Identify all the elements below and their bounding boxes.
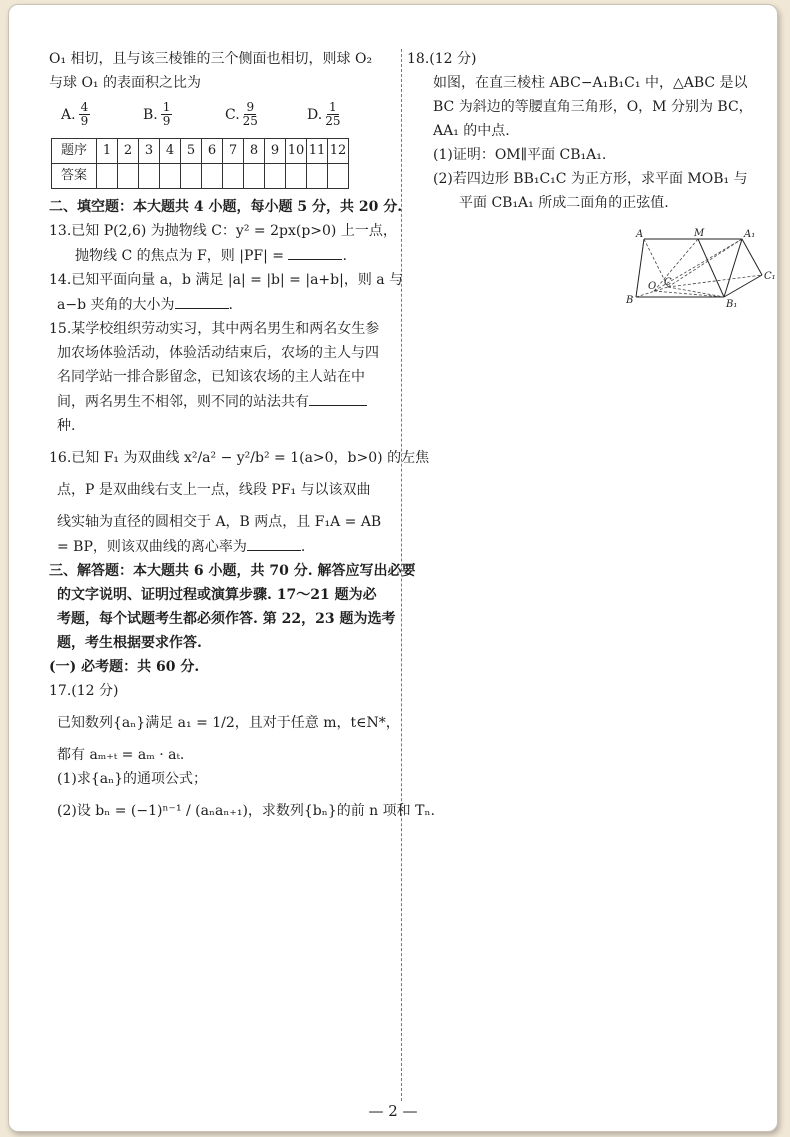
choice-d: D. $\frac{1}{25}$ <box>307 100 341 128</box>
answer-cell[interactable] <box>223 164 244 189</box>
exam-page <box>8 4 778 1132</box>
answer-cell[interactable] <box>265 164 286 189</box>
q12-choices <box>61 101 389 128</box>
answer-cell[interactable] <box>286 164 307 189</box>
label-b1: B₁ <box>726 299 738 310</box>
q15-line-1: 15.某学校组织劳动实习，其中两名男生和两名女生参 <box>49 321 380 337</box>
q18-heading: 18.(12 分) <box>407 51 477 67</box>
hidden-edge-o-b1 <box>654 291 724 297</box>
q17-part-2: (2)设 bₙ = (−1)ⁿ⁻¹ / (aₙaₙ₊₁)，求数列{bₙ}的前 n 项和 Tₙ. <box>57 803 435 819</box>
page-number: — 2 — <box>368 1102 418 1120</box>
section3-line-1: 三、解答题：本大题共 6 小题，共 70 分. 解答应写出必要 <box>49 563 416 579</box>
q16-line-4: = BP，则该双曲线的离心率为 . <box>49 534 389 559</box>
section3-line-4: 题，考生根据要求作答. <box>57 635 202 651</box>
q15-line-2: 加农场体验活动，体验活动结束后，农场的主人与四 <box>57 345 379 361</box>
label-m: M <box>694 228 705 239</box>
answer-cell[interactable] <box>160 164 181 189</box>
answer-table-answer-row: 答案 <box>52 164 349 189</box>
label-c1: C₁ <box>764 271 776 282</box>
q14-line-2: a−b 夹角的大小为 . <box>49 292 389 317</box>
prism-figure <box>624 227 774 312</box>
q18-line-3: AA₁ 的中点. <box>433 123 510 139</box>
q17-line-2: 都有 aₘ₊ₜ = aₘ · aₜ. <box>57 747 185 763</box>
edge-a1-c1 <box>742 239 762 275</box>
answer-cell[interactable] <box>244 164 265 189</box>
hidden-edge-c-b1 <box>668 287 724 297</box>
right-column <box>407 47 752 215</box>
q13-answer-blank[interactable] <box>288 243 342 260</box>
label-a1: A₁ <box>744 229 756 240</box>
section3-line-2: 的文字说明、证明过程或演算步骤. 17～21 题为必 <box>57 587 377 603</box>
q17-part-1: (1)求{aₙ}的通项公式； <box>57 771 208 787</box>
edge-m-b1 <box>698 239 724 297</box>
q14-answer-blank[interactable] <box>175 292 229 309</box>
choice-c: C. $\frac{9}{25}$ <box>225 100 258 128</box>
label-o: O <box>648 281 657 292</box>
answer-table <box>51 138 349 189</box>
q16-answer-blank[interactable] <box>247 534 301 551</box>
q18-part-2-line-2: 平面 CB₁A₁ 所成二面角的正弦值. <box>459 195 669 211</box>
hidden-edge-c-a1 <box>668 239 742 287</box>
answer-cell[interactable] <box>139 164 160 189</box>
q15-answer-blank[interactable] <box>309 389 367 406</box>
choice-a: A. $\frac{4}{9}$ <box>61 100 89 128</box>
edge-b-a <box>636 239 644 297</box>
answer-cell[interactable] <box>118 164 139 189</box>
section2-title: 二、填空题：本大题共 4 小题，每小题 5 分，共 20 分. <box>49 199 403 215</box>
q16-line-2: 点，P 是双曲线右支上一点，线段 PF₁ 与以该双曲 <box>57 482 371 498</box>
required-section-title: (一) 必考题：共 60 分. <box>49 659 200 675</box>
q18-part-1: (1)证明：OM∥平面 CB₁A₁. <box>433 147 607 163</box>
answer-cell[interactable] <box>202 164 223 189</box>
choice-b: B. $\frac{1}{9}$ <box>143 100 171 128</box>
q13-line-1: 13.已知 P(2,6) 为抛物线 C：y² = 2px(p>0) 上一点， <box>49 223 397 239</box>
q17-line-1: 已知数列{aₙ}满足 a₁ = 1/2，且对于任意 m，t∈N*， <box>57 715 400 731</box>
q16-line-3: 线实轴为直径的圆相交于 A，B 两点，且 F₁A = AB <box>57 514 382 530</box>
answer-cell[interactable] <box>97 164 118 189</box>
q15-line-4: 间，两名男生不相邻，则不同的站法共有 <box>49 389 389 414</box>
answer-cell[interactable] <box>328 164 349 189</box>
hidden-edge-o-m <box>654 239 698 291</box>
q18-line-2: BC 为斜边的等腰直角三角形，O，M 分别为 BC， <box>433 99 753 115</box>
q17-heading: 17.(12 分) <box>49 683 119 699</box>
q15-line-3: 名同学站一排合影留念，已知该农场的主人站在中 <box>57 369 365 385</box>
q16-line-1: 16.已知 F₁ 为双曲线 x²/a² − y²/b² = 1(a>0，b>0) 的左焦 <box>49 450 430 466</box>
answer-cell[interactable] <box>181 164 202 189</box>
label-c: C <box>664 277 672 288</box>
answer-cell[interactable] <box>307 164 328 189</box>
q14-line-1: 14.已知平面向量 a，b 满足 |a| = |b| = |a+b|，则 a 与 <box>49 272 404 288</box>
section3-line-3: 考题，每个试题考生都必须作答. 第 22，23 题为选考 <box>57 611 396 627</box>
q12-continued-line-1: O₁ 相切，且与该三棱锥的三个侧面也相切，则球 O₂ <box>49 51 373 67</box>
label-a: A <box>636 229 644 240</box>
q18-line-1: 如图，在直三棱柱 ABC−A₁B₁C₁ 中，△ABC 是以 <box>433 75 748 91</box>
q18-part-2-line-1: (2)若四边形 BB₁C₁C 为正方形，求平面 MOB₁ 与 <box>433 171 748 187</box>
label-b: B <box>626 295 634 306</box>
q15-line-5: 种. <box>57 418 76 434</box>
left-column <box>49 47 435 823</box>
q12-continued-line-2: 与球 O₁ 的表面积之比为 <box>49 75 201 91</box>
q13-line-2: 抛物线 C 的焦点为 F，则 |PF| = . <box>49 243 389 268</box>
answer-table-number-row: 题序 1 2 3 4 5 6 7 8 9 10 11 12 <box>52 139 349 164</box>
